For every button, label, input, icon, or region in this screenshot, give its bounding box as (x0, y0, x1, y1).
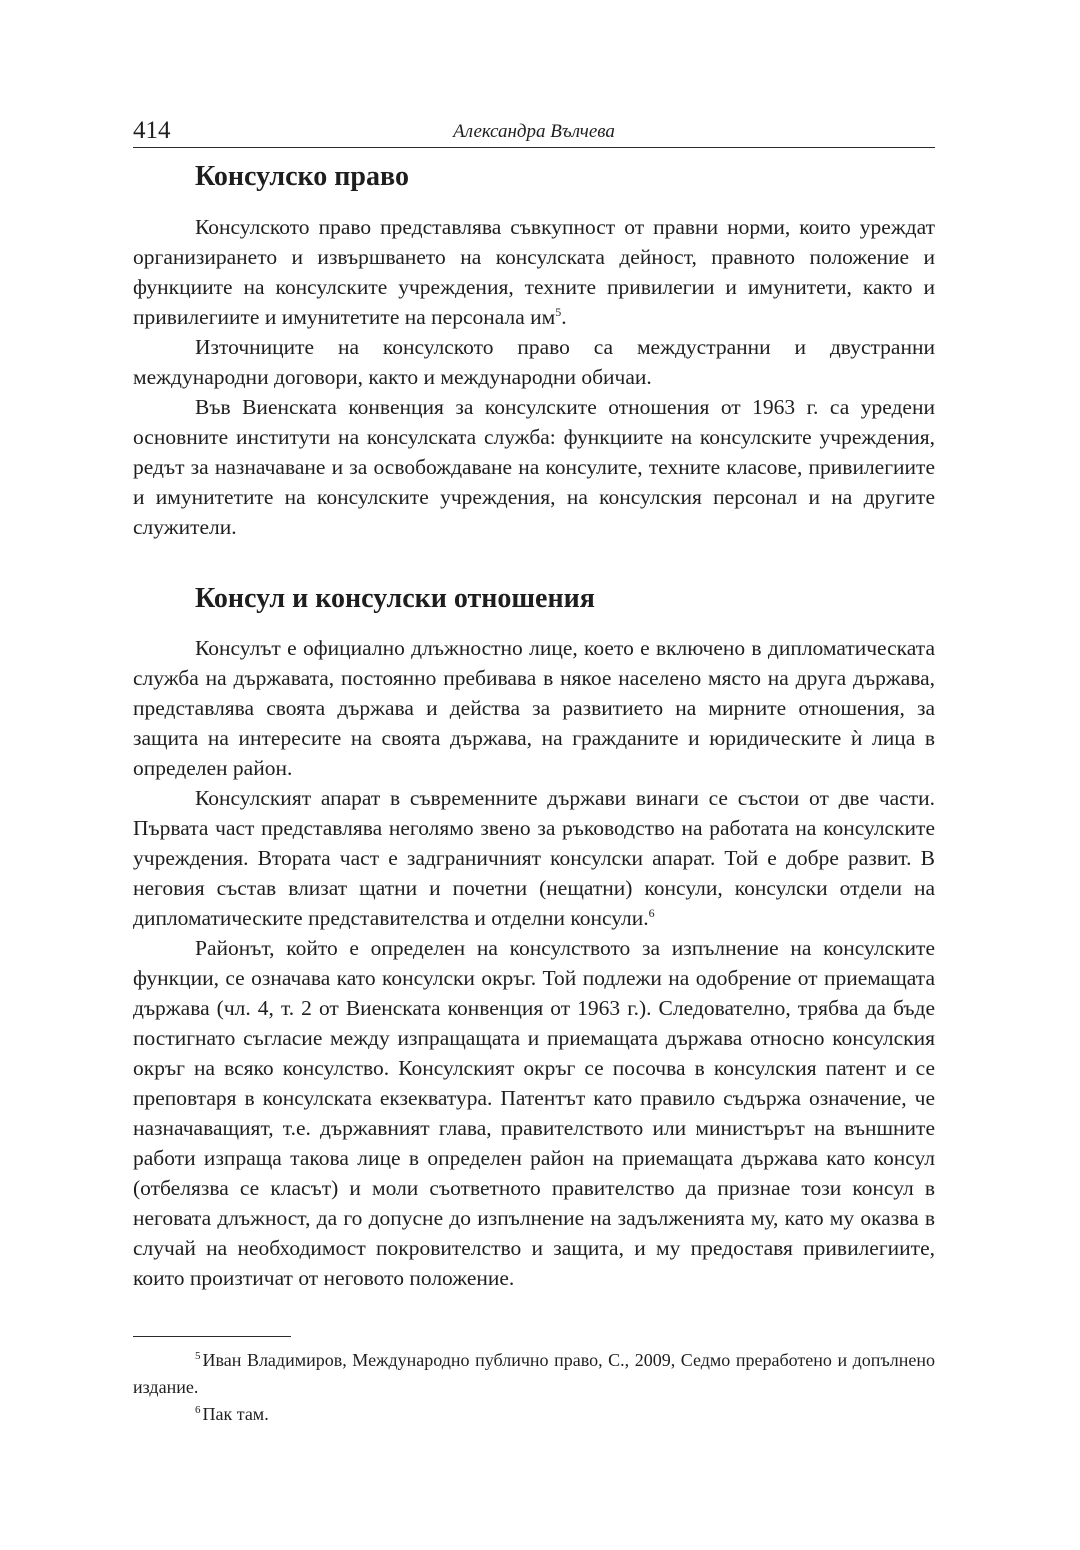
section-consular-law (133, 212, 935, 542)
footnote-ref: 5 (555, 304, 562, 319)
paragraph: Във Виенската конвенция за консулските отношения от 1963 г. са уредени основните институти на консулската служба: функциите на консулските учреждения, редът за назначаване и за освобождаване на консулите, техните класове, привилегиите и имунитетите на консулските учреждения, на консулския персонал и на другите служители. (133, 395, 935, 539)
paragraph: Консулът е официално длъжностно лице, което е включено в дипломатическата служба на държавата, постоянно пребивава в някое населено място на друга държава, представлява своята държава и действа за развитието на мирните отношения, за защита на интересите на своята държава, на гражданите и юридическите ѝ лица в определен район. (133, 636, 935, 780)
footnote-divider (133, 1336, 291, 1337)
section-heading-consular-law: Консулско право (195, 161, 409, 192)
running-author: Александра Вълчева (453, 121, 615, 142)
paragraph: Районът, който е определен на консулството за изпълнение на консулските функции, се означава като консулски окръг. Той подлежи на одобрение от приемащата държава (чл. 4, т. 2 от Виенската конвенция от 1963 г.). Следователно, трябва да бъде постигнато съгласие между изпращащата и приемащата държава относно консулския окръг на всяко консулство. Консулският окръг се посочва в консулския патент и се преповтаря в консулската екзекватура. Патентът като правило съдържа означение, че назначаващият, т.е. държавният глава, правителството или министърът на външните работи изпраща такова лице в определен район на приемащата държава като консул (отбелязва се класът) и моли съответното правителство да признае този консул в неговата длъжност, да го допусне до изпълнение на задълженията му, като му оказва в случай на необходимост покровителство и защита, и му предоставя привилегиите, които произтичат от неговото положение. (133, 936, 935, 1290)
footnote: $^5$ Иван Владимиров, Международно публично право, С., 2009, Седмо преработено и допълнено издание. (133, 1350, 935, 1397)
paragraph: Консулското право представлява съвкупност от правни норми, които уреждат организирането и извършването на консулската дейност, правното положение и функциите на консулските учреждения, техните привилегии и имунитети, както и привилегиите и имунитетите на персонала $им^5$. (133, 215, 935, 329)
footnotes (133, 1347, 935, 1428)
section-consul-relations (133, 633, 935, 1293)
running-header (133, 113, 935, 148)
footnote-mark: 6 (195, 1404, 201, 1416)
section-heading-consul-relations: Консул и консулски отношения (195, 583, 595, 614)
page-number: 414 (133, 117, 171, 144)
footnote-mark: 5 (195, 1350, 201, 1362)
paragraph: Консулският апарат в съвременните държави винаги се състои от две части. Първата част представлява неголямо звено за ръководство на работата на консулските учреждения. Втората част е задграничният консулски апарат. Той е добре развит. В неговия състав влизат щатни и почетни (нещатни) консули, консулски отдели на дипломатическите представителства и отделни консули.$^6$ (133, 786, 935, 930)
footnote-ref: 6 (648, 905, 655, 920)
paragraph: Източниците на консулското право са междустранни и двустранни международни договори, както и международни обичаи. (133, 335, 935, 389)
footnote: $^6$ Пак там. (195, 1404, 269, 1424)
document-page (133, 0, 935, 1550)
